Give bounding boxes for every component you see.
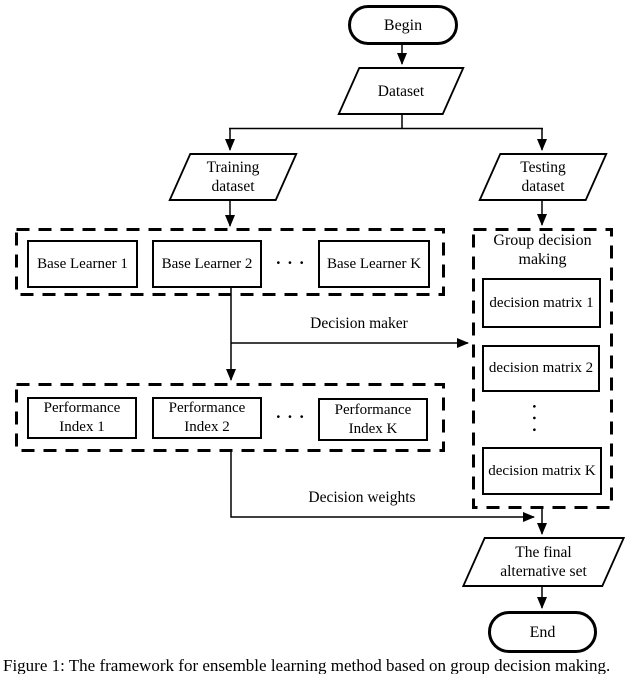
decision-matrix-2-node [482,345,600,392]
training-dataset-node [179,153,287,201]
base-learner-1-node [27,240,138,288]
performance-index-2-label: Performance Index 2 [168,400,246,435]
begin-node [348,5,458,45]
final-alternative-set-label: The final alternative set [500,544,587,580]
end-label: End [529,623,556,641]
begin-label: Begin [383,16,423,34]
performance-index-ellipsis: ··· [275,407,311,426]
decision-matrix-1-node [482,278,601,328]
group-decision-making-title: Group decision making [493,232,592,268]
decision-weights-edge-label: Decision weights [308,489,416,506]
performance-index-1-node [27,397,137,439]
training-dataset-label: Training dataset [206,159,260,195]
figure-caption: Figure 1: The framework for ensemble learning method based on group decision making. [3,656,611,674]
dataset-label: Dataset [377,82,425,100]
testing-dataset-node [489,153,597,201]
final-alternative-set-node [473,537,614,587]
base-learner-2-label: Base Learner 2 [161,255,253,272]
performance-index-k-node [318,398,428,441]
performance-index-1-label: Performance Index 1 [43,400,121,435]
decision-matrix-2-label: decision matrix 2 [488,360,594,376]
decision-matrix-1-label: decision matrix 1 [489,294,594,311]
base-learner-k-node [318,240,430,288]
end-node [488,611,597,653]
performance-index-k-label: Performance Index K [334,401,412,437]
decision-maker-edge-label: Decision maker [310,315,408,332]
base-learner-1-label: Base Learner 1 [37,255,128,272]
base-learner-k-label: Base Learner K [326,255,422,272]
decision-matrix-k-label: decision matrix K [488,462,596,479]
base-learner-ellipsis: ··· [275,253,311,272]
dataset-node [348,67,454,115]
base-learner-2-node [152,240,262,288]
decision-matrix-ellipsis: ··· [525,403,544,439]
decision-matrix-k-node [482,447,602,495]
performance-index-2-node [152,397,262,439]
testing-dataset-label: Testing dataset [520,159,566,195]
